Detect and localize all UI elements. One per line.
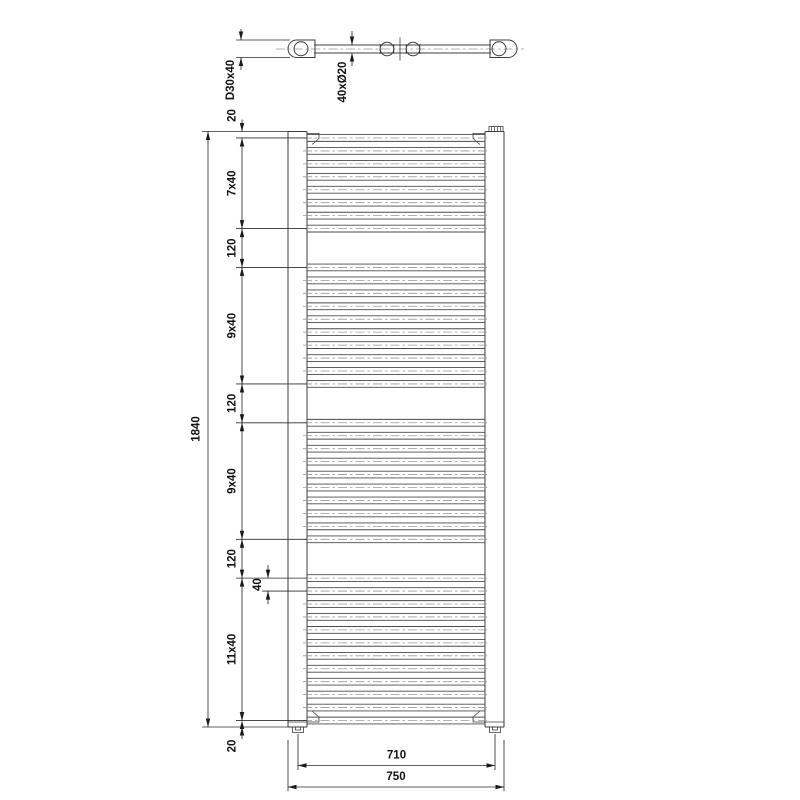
arrowhead: [487, 763, 496, 767]
dimension-connection-spacing: [298, 734, 495, 770]
arrowhead: [496, 785, 505, 789]
arrowhead: [240, 229, 244, 238]
arrowhead: [240, 539, 244, 548]
arrowhead: [206, 132, 210, 141]
dimension-overall-height: [191, 132, 211, 728]
arrowhead: [240, 259, 244, 268]
arrowhead: [350, 53, 354, 62]
arrowhead: [266, 570, 270, 579]
arrowhead: [240, 123, 244, 132]
dim-label-chain: 120: [226, 393, 239, 413]
arrowhead: [240, 384, 244, 393]
dimension-chain-left: [202, 109, 307, 752]
dim-label-chain: 7x40: [226, 170, 239, 197]
dim-label-chain: 9x40: [226, 312, 239, 339]
dim-label-overall-height: 1840: [190, 416, 203, 442]
dim-label-tube-spec: 40xØ20: [337, 61, 349, 103]
arrowhead: [240, 721, 244, 730]
arrowhead: [239, 32, 243, 41]
arrowhead: [206, 719, 210, 728]
wall-bracket-top-left: [307, 134, 319, 145]
dimension-tube-spec: [337, 31, 354, 102]
plan-view: [276, 38, 524, 61]
arrowhead: [266, 591, 270, 600]
dim-label-connection-spacing: 710: [386, 749, 407, 762]
arrowhead: [240, 414, 244, 423]
dim-label-chain: 11x40: [226, 633, 239, 666]
bottom-connection-left: [293, 727, 304, 733]
radiator-tubes: [303, 135, 489, 724]
arrowhead: [240, 138, 244, 147]
arrowhead: [288, 785, 297, 789]
arrowhead: [239, 58, 243, 67]
front-view: [288, 127, 504, 733]
arrowhead: [240, 531, 244, 540]
dim-label-chain: 20: [226, 739, 239, 753]
dim-label-pitch: 40: [252, 578, 264, 591]
arrowhead: [240, 267, 244, 276]
arrowhead: [240, 578, 244, 587]
arrowhead: [240, 570, 244, 579]
dim-label-overall-width: 750: [386, 771, 406, 783]
air-vent-plug: [489, 127, 503, 132]
arrowhead: [298, 763, 307, 767]
arrowhead: [240, 375, 244, 384]
arrowhead: [350, 37, 354, 46]
arrowhead: [240, 423, 244, 432]
arrowhead: [240, 712, 244, 721]
dim-label-chain: 120: [226, 549, 239, 569]
dimension-collector-profile: [225, 29, 290, 100]
dim-label-chain: 120: [226, 238, 239, 258]
bottom-connection-right: [490, 727, 501, 733]
dim-label-collector-profile: D30x40: [225, 59, 237, 101]
arrowhead: [240, 220, 244, 229]
dim-label-chain: 9x40: [226, 468, 239, 494]
wall-bracket-top-right: [473, 134, 485, 145]
dim-label-chain: 20: [226, 109, 239, 122]
